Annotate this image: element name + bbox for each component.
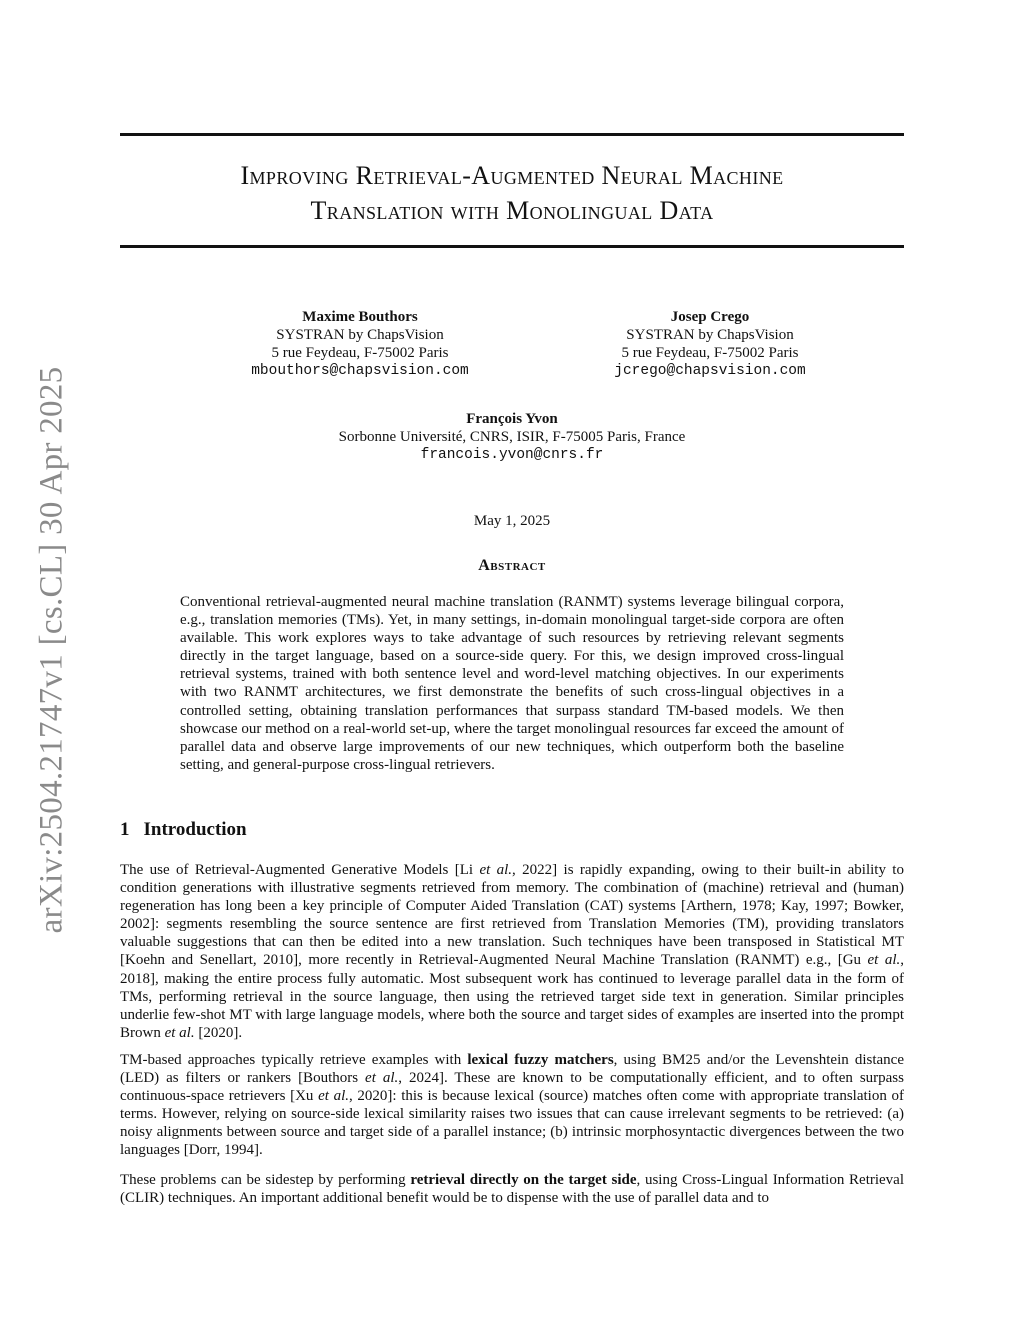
author-email[interactable]: jcrego@chapsvision.com [614, 363, 806, 379]
author-name: François Yvon [466, 411, 558, 427]
paragraph-text: , 2020]: this is because lexical (source) matches often come with appropriate translation of terms. However, relying on source-side lexical similarity raises two issues that can cause irrelevant segments to be retrieved: (a) noisy alignments between source and target side of a parallel instance; (b) intrinsic morphosyntactic divergences between the two languages [Dorr, 1994]. [120, 1088, 904, 1159]
title-line-2: Translation with Monolingual Data [310, 196, 714, 225]
paragraph-text: [2020]. [194, 1024, 243, 1041]
section-number: 1 [120, 819, 130, 840]
title-rule-top [120, 133, 904, 136]
section-heading-introduction [120, 819, 247, 841]
title-rule-bottom [120, 245, 904, 248]
arxiv-identifier-stamp[interactable]: arXiv:2504.21747v1 [cs.CL] 30 Apr 2025 [33, 366, 70, 934]
intro-paragraph-3 [120, 1171, 904, 1207]
citation-et-al: et al. [479, 862, 513, 878]
paragraph-text: , 2024]. These are known to be computationally efficient, and to often surpass continuous-space retrievers [Xu [120, 1070, 904, 1105]
emphasis-term: retrieval directly on the target side [410, 1172, 637, 1188]
author-address: 5 rue Feydeau, F-75002 Paris [621, 345, 799, 361]
section-title: Introduction [143, 819, 247, 840]
title-line-1: Improving Retrieval-Augmented Neural Machine [240, 161, 784, 190]
publication-date: May 1, 2025 [473, 513, 551, 529]
intro-paragraph-1 [120, 861, 904, 1042]
citation-et-al: et al. [318, 1088, 349, 1105]
paper-title [120, 158, 904, 228]
emphasis-term: lexical fuzzy matchers [467, 1052, 614, 1068]
paragraph-text: , using BM25 and/or the Levenshtein distance (LED) as filters or rankers [Bouthors [120, 1052, 904, 1087]
citation-et-al: et al. [164, 1024, 195, 1041]
author-block-3 [262, 410, 762, 464]
author-name: Maxime Bouthors [302, 309, 418, 325]
abstract-heading: Abstract [478, 557, 546, 574]
paragraph-text: , 2018], making the entire process fully automatic. Most subsequent work has continued to leverage parallel data in the form of TMs, performing retrieval in the source language, then using the retrieved target side text in generation. Similar principles underlie few-shot MT with large language models, where both the source and target sides of examples are inserted into the prompt Brown [120, 952, 904, 1041]
author-affiliation: SYSTRAN by ChapsVision [626, 327, 794, 343]
author-affiliation: Sorbonne Université, CNRS, ISIR, F-75005 Paris, France [338, 429, 686, 445]
paragraph-text: , using Cross-Lingual Information Retrieval (CLIR) techniques. An important additional benefit would be to dispense with the use of parallel data and to [120, 1172, 905, 1207]
author-email[interactable]: mbouthors@chapsvision.com [251, 363, 469, 379]
author-name: Josep Crego [670, 309, 750, 325]
author-block-2 [545, 308, 875, 380]
intro-paragraph-2 [120, 1051, 904, 1160]
abstract-text: Conventional retrieval-augmented neural machine translation (RANMT) systems leverage bilingual corpora, e.g., translation memories (TMs). Yet, in many settings, in-domain monolingual target-side corpora are often available. This work explores ways to take advantage of such resources by retrieving relevant segments directly in the target language, based on a source-side query. For this, we design improved cross-lingual retrieval systems, trained with both sentence level and word-level matching objectives. In our experiments with two RANMT architectures, we first demonstrate the benefits of such cross-lingual objectives in a controlled setting, obtaining translation performances that surpass standard TM-based models. We then showcase our method on a real-world set-up, where the target monolingual resources far exceed the amount of parallel data and observe large improvements of our new techniques, which outperform both the baseline setting, and general-purpose cross-lingual retrievers. [180, 594, 844, 773]
citation-et-al: et al. [867, 952, 901, 969]
author-email[interactable]: francois.yvon@cnrs.fr [420, 447, 604, 463]
paragraph-text: , 2022] is rapidly expanding, owing to their built-in ability to condition generations with illustrative segments retrieved from memory. The combination of (machine) retrieval and (human) regeneration has long been a key principle of Computer Aided Translation (CAT) systems [Arthern, 1978; Kay, 1997; Bowker, 2002]: segments resembling the source sentence are first retrieved from Translation Memories (TM), providing translators valuable suggestions that can then be edited into a new translation. Such techniques have been transposed in Statistical MT [Koehn and Senellart, 2010], more recently in Retrieval-Augmented Neural Machine Translation (RANMT) e.g., [Gu [120, 862, 904, 969]
paragraph-text: TM-based approaches typically retrieve examples with [120, 1052, 468, 1068]
paragraph-text: These problems can be sidestep by performing [120, 1172, 411, 1188]
author-affiliation: SYSTRAN by ChapsVision [276, 327, 444, 343]
paragraph-text: The use of Retrieval-Augmented Generative Models [Li [120, 862, 480, 878]
author-block-1 [200, 308, 520, 380]
author-address: 5 rue Feydeau, F-75002 Paris [271, 345, 449, 361]
citation-et-al: et al. [365, 1070, 399, 1087]
